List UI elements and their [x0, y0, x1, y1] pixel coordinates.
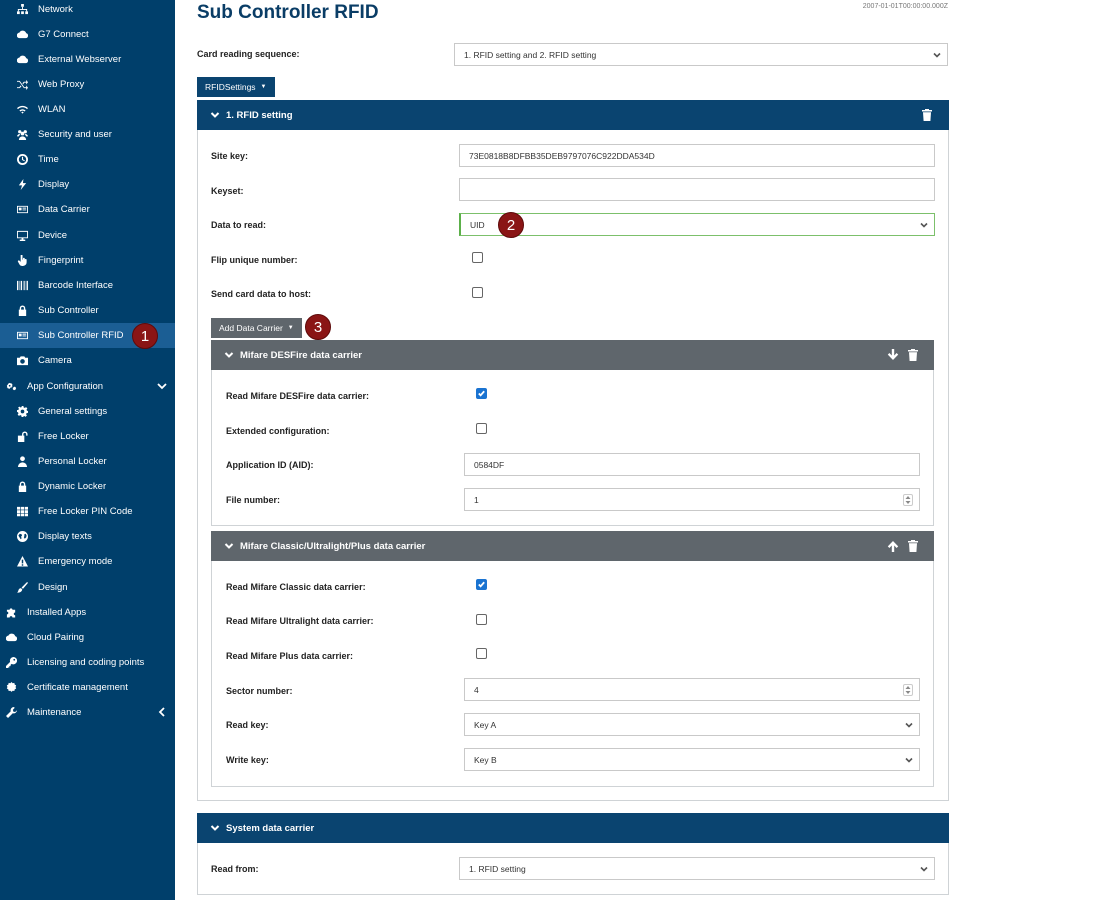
chevron-down-icon — [919, 864, 929, 874]
card-sequence-value: 1. RFID setting and 2. RFID setting — [464, 49, 597, 60]
chevron-down-icon — [156, 380, 168, 392]
read-key-value: Key A — [474, 719, 497, 730]
aid-input[interactable] — [464, 453, 920, 476]
sidebar-item-label: Sub Controller RFID — [38, 330, 124, 341]
barcode-icon — [14, 279, 30, 293]
sidebar-item-installed-apps[interactable] — [0, 600, 175, 625]
cloud-icon — [3, 631, 19, 645]
read-key-select[interactable] — [464, 713, 920, 736]
data-to-read-select[interactable] — [459, 213, 935, 236]
data-to-read-value: UID — [470, 219, 485, 230]
sidebar-item-label: Emergency mode — [38, 556, 113, 567]
aid-label: Application ID (AID): — [226, 460, 314, 470]
timestamp: 2007-01-01T00:00:00.000Z — [862, 3, 948, 10]
network-icon — [14, 3, 30, 17]
shuffle-icon — [14, 78, 30, 92]
lock-icon — [14, 480, 30, 494]
read-ultralight-label: Read Mifare Ultralight data carrier: — [226, 616, 374, 626]
sidebar-item-cloud-pairing[interactable] — [0, 625, 175, 650]
globe-icon — [14, 530, 30, 544]
brush-icon — [14, 581, 30, 595]
file-number-value: 1 — [474, 494, 479, 505]
sidebar-item-display-texts[interactable] — [0, 524, 175, 549]
trash-icon[interactable] — [907, 540, 919, 552]
extended-configuration-checkbox[interactable] — [476, 423, 487, 434]
sidebar-item-dynamic-locker[interactable] — [0, 474, 175, 499]
gear-icon — [14, 405, 30, 419]
rfid-settings-button[interactable] — [197, 77, 275, 97]
sidebar-item-external-webserver[interactable] — [0, 47, 175, 72]
send-card-data-label: Send card data to host: — [211, 289, 312, 299]
system-data-carrier-header[interactable] — [197, 813, 949, 843]
sidebar-item-label: Dynamic Locker — [38, 481, 107, 492]
sidebar-item-label: Cloud Pairing — [27, 632, 85, 643]
spinner-icon[interactable] — [903, 494, 913, 506]
id-card-icon — [14, 329, 30, 343]
sidebar-item-label: Security and user — [38, 129, 112, 140]
write-key-value: Key B — [474, 754, 497, 765]
sidebar-item-display[interactable] — [0, 172, 175, 197]
site-key-label: Site key: — [211, 151, 249, 161]
read-from-value: 1. RFID setting — [469, 863, 526, 874]
user-icon — [14, 455, 30, 469]
sidebar-item-label: Licensing and coding points — [27, 657, 145, 668]
caret-down-icon: ▼ — [287, 325, 294, 331]
read-desfire-label: Read Mifare DESFire data carrier: — [226, 391, 370, 401]
rfid-settings-label: RFIDSettings — [205, 82, 256, 92]
sidebar-item-personal-locker[interactable] — [0, 449, 175, 474]
flip-unique-number-checkbox[interactable] — [472, 252, 483, 263]
read-classic-checkbox[interactable] — [476, 579, 487, 590]
monitor-icon — [14, 229, 30, 243]
sidebar-item-label: WLAN — [38, 104, 66, 115]
card-sequence-select[interactable] — [454, 43, 948, 66]
sidebar-item-label: Sub Controller — [38, 305, 99, 316]
camera-icon — [14, 354, 30, 368]
sidebar-item-label: Free Locker — [38, 431, 89, 442]
read-plus-label: Read Mifare Plus data carrier: — [226, 651, 354, 661]
sidebar-item-label: Network — [38, 4, 73, 15]
unlock-icon — [14, 430, 30, 444]
sidebar-item-g7-connect[interactable] — [0, 22, 175, 47]
sidebar-item-barcode-interface[interactable] — [0, 273, 175, 298]
wifi-icon — [14, 103, 30, 117]
keyset-input[interactable] — [459, 178, 935, 201]
sidebar-item-general-settings[interactable] — [0, 399, 175, 424]
arrow-up-icon[interactable] — [887, 540, 899, 552]
classic-header[interactable] — [211, 531, 934, 561]
sidebar-item-label: Data Carrier — [38, 204, 90, 215]
sidebar-item-label: Web Proxy — [38, 79, 85, 90]
sidebar-item-label: Installed Apps — [27, 607, 87, 618]
sidebar-item-label: External Webserver — [38, 54, 122, 65]
sidebar-item-network[interactable] — [0, 0, 175, 22]
read-from-select[interactable] — [459, 857, 935, 880]
read-key-label: Read key: — [226, 720, 269, 730]
sidebar-item-label: Certificate management — [27, 682, 128, 693]
extended-configuration-label: Extended configuration: — [226, 426, 330, 436]
sidebar-item-label: Barcode Interface — [38, 280, 113, 291]
sidebar-item-device[interactable] — [0, 223, 175, 248]
cloud-upload-icon — [14, 53, 30, 67]
sector-number-input[interactable] — [464, 678, 920, 701]
sidebar-item-time[interactable] — [0, 147, 175, 172]
sector-number-value: 4 — [474, 684, 479, 695]
sidebar-item-maintenance[interactable] — [0, 700, 175, 725]
sidebar-item-licensing[interactable] — [0, 650, 175, 675]
chevron-down-icon — [224, 350, 234, 360]
read-ultralight-checkbox[interactable] — [476, 614, 487, 625]
site-key-value: 73E0818B8DFBB35DEB9797076C922DDA534D — [469, 150, 655, 161]
clock-icon — [14, 153, 30, 167]
annotation-badge-3: 3 — [305, 314, 331, 340]
card-sequence-label: Card reading sequence: — [197, 49, 300, 59]
users-icon — [14, 128, 30, 142]
send-card-data-checkbox[interactable] — [472, 287, 483, 298]
sidebar-item-label: Maintenance — [27, 707, 82, 718]
arrow-down-icon[interactable] — [887, 349, 899, 361]
annotation-badge-2: 2 — [498, 212, 524, 238]
add-data-carrier-button[interactable] — [211, 318, 302, 338]
sidebar-item-label: Display — [38, 179, 70, 190]
sidebar — [0, 0, 175, 900]
chevron-down-icon — [210, 110, 220, 120]
trash-icon[interactable] — [907, 349, 919, 361]
sidebar-item-design[interactable] — [0, 575, 175, 600]
rfid-setting-header[interactable] — [197, 100, 949, 130]
chevron-down-icon — [210, 823, 220, 833]
warning-icon — [14, 555, 30, 569]
spinner-icon[interactable] — [903, 684, 913, 696]
page-title: Sub Controller RFID — [197, 2, 379, 23]
read-from-label: Read from: — [211, 864, 259, 874]
sidebar-item-label: App Configuration — [27, 381, 104, 392]
chevron-down-icon — [919, 220, 929, 230]
keyset-label: Keyset: — [211, 186, 244, 196]
sidebar-item-label: Device — [38, 230, 68, 241]
sidebar-item-sub-controller[interactable] — [0, 298, 175, 323]
sector-number-label: Sector number: — [226, 686, 293, 696]
sidebar-item-fingerprint[interactable] — [0, 248, 175, 273]
classic-title: Mifare Classic/Ultralight/Plus data carrier — [240, 540, 426, 552]
sidebar-item-app-configuration[interactable] — [0, 374, 175, 399]
desfire-header[interactable] — [211, 340, 934, 370]
write-key-select[interactable] — [464, 748, 920, 771]
chevron-down-icon — [932, 50, 942, 60]
rfid-setting-title: 1. RFID setting — [226, 109, 293, 121]
sidebar-item-free-locker[interactable] — [0, 424, 175, 449]
sidebar-item-data-carrier[interactable] — [0, 197, 175, 222]
read-desfire-checkbox[interactable] — [476, 388, 487, 399]
sidebar-item-label: Display texts — [38, 531, 92, 542]
sidebar-item-label: G7 Connect — [38, 29, 89, 40]
file-number-input[interactable] — [464, 488, 920, 511]
sidebar-item-label: Free Locker PIN Code — [38, 506, 133, 517]
trash-icon[interactable] — [921, 109, 933, 121]
file-number-label: File number: — [226, 495, 281, 505]
aid-value: 0584DF — [474, 459, 505, 470]
sidebar-item-label: General settings — [38, 406, 108, 417]
add-data-carrier-label: Add Data Carrier — [219, 323, 283, 333]
chevron-left-icon — [156, 706, 168, 718]
sidebar-item-web-proxy[interactable] — [0, 72, 175, 97]
sidebar-item-label: Fingerprint — [38, 255, 84, 266]
write-key-label: Write key: — [226, 755, 269, 765]
key-icon — [3, 656, 19, 670]
sidebar-item-certificate-management[interactable] — [0, 675, 175, 700]
sidebar-item-free-locker-pin-code[interactable] — [0, 499, 175, 524]
system-data-carrier-title: System data carrier — [226, 822, 315, 834]
lock-icon — [14, 304, 30, 318]
flip-unique-number-label: Flip unique number: — [211, 255, 298, 265]
annotation-badge-1: 1 — [132, 323, 158, 349]
chevron-down-icon — [904, 720, 914, 730]
sidebar-item-wlan[interactable] — [0, 97, 175, 122]
sidebar-item-security-and-user[interactable] — [0, 122, 175, 147]
sidebar-item-camera[interactable] — [0, 348, 175, 373]
chevron-down-icon — [224, 541, 234, 551]
caret-down-icon: ▼ — [260, 84, 267, 90]
chevron-down-icon — [904, 755, 914, 765]
certificate-icon — [3, 681, 19, 695]
data-to-read-label: Data to read: — [211, 220, 267, 230]
grid-icon — [14, 505, 30, 519]
cogs-icon — [3, 380, 19, 394]
puzzle-icon — [3, 606, 19, 620]
sidebar-item-label: Camera — [38, 355, 72, 366]
cloud-upload-icon — [14, 28, 30, 42]
id-card-icon — [14, 203, 30, 217]
hand-pointer-icon — [14, 254, 30, 268]
site-key-input[interactable] — [459, 144, 935, 167]
bolt-icon — [14, 178, 30, 192]
wrench-icon — [3, 706, 19, 720]
sidebar-item-label: Design — [38, 582, 68, 593]
read-classic-label: Read Mifare Classic data carrier: — [226, 582, 366, 592]
desfire-title: Mifare DESFire data carrier — [240, 349, 362, 361]
sidebar-item-emergency-mode[interactable] — [0, 549, 175, 574]
sidebar-item-label: Time — [38, 154, 59, 165]
read-plus-checkbox[interactable] — [476, 648, 487, 659]
sidebar-item-label: Personal Locker — [38, 456, 107, 467]
